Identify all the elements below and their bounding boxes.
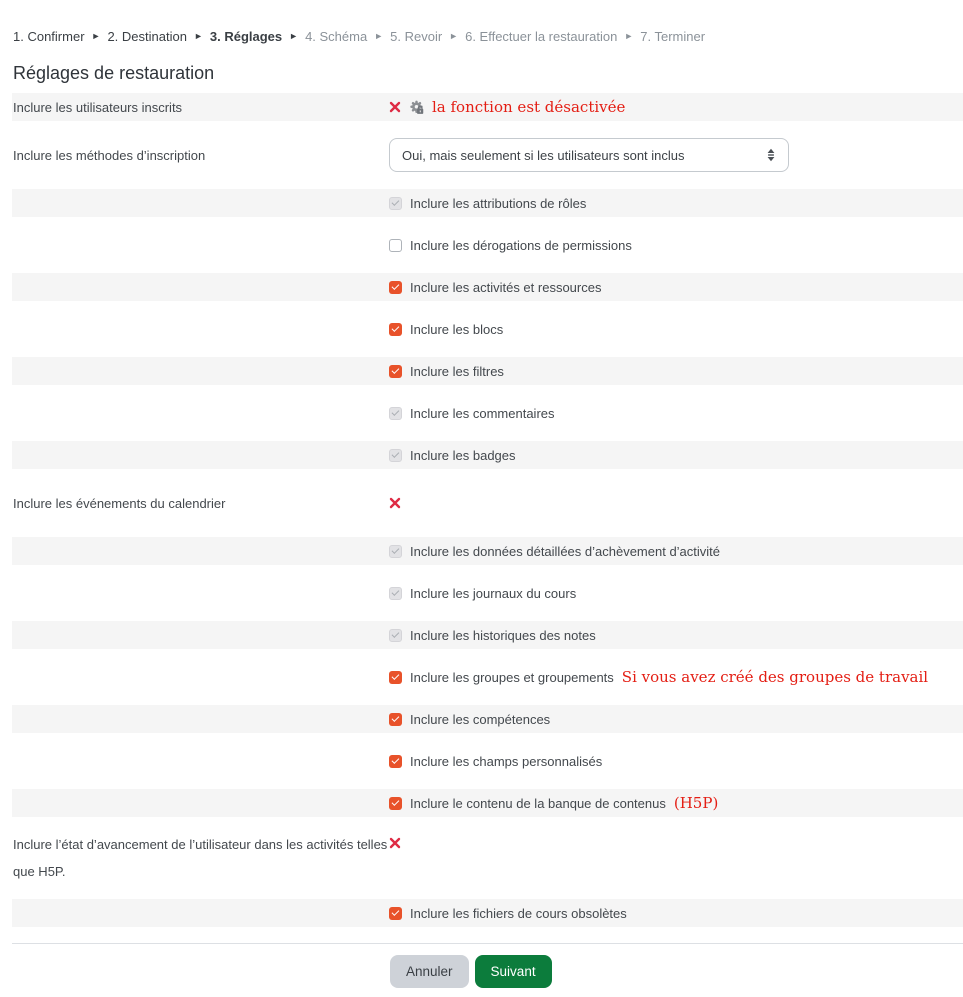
row-label: Inclure les méthodes d’inscription (13, 147, 206, 163)
checkbox-label: Inclure les données détaillées d’achèvement d’activité (410, 543, 721, 559)
arrow-separator-icon: ► (193, 31, 203, 41)
cancel-button[interactable]: Annuler (390, 955, 469, 988)
step-review: 5. Revoir (390, 29, 443, 44)
row-grade-histories (12, 621, 963, 649)
row-comments (12, 399, 963, 427)
checkbox-label: Inclure les historiques des notes (410, 627, 596, 643)
annotation-note: la fonction est désactivée (432, 98, 626, 116)
row-enrolment-methods (12, 138, 963, 172)
arrow-separator-icon: ► (624, 31, 634, 41)
checkbox-role-assignments (389, 197, 402, 210)
restore-settings-form (0, 86, 963, 934)
checkbox-label: Inclure les compétences (410, 711, 551, 727)
checkbox-content-bank[interactable] (389, 797, 402, 810)
row-activities-resources (12, 273, 963, 301)
checkbox-legacy-files[interactable] (389, 907, 402, 920)
arrow-separator-icon: ► (91, 31, 101, 41)
checkbox-completion-details (389, 545, 402, 558)
row-permission-overrides (12, 231, 963, 259)
step-schema: 4. Schéma (305, 29, 368, 44)
row-include-enrolled-users (12, 93, 963, 121)
checkbox-permission-overrides[interactable] (389, 239, 402, 252)
checkbox-comments (389, 407, 402, 420)
breadcrumb (13, 29, 963, 44)
row-label: Inclure les utilisateurs inscrits (13, 99, 183, 115)
annotation-note: Si vous avez créé des groupes de travail (621, 668, 929, 686)
checkbox-course-logs (389, 587, 402, 600)
row-h5p-user-state (12, 831, 963, 885)
arrow-separator-icon: ► (449, 31, 459, 41)
enrolment-methods-select[interactable] (389, 138, 789, 172)
row-legacy-files (12, 899, 963, 927)
checkbox-grade-histories (389, 629, 402, 642)
checkbox-label: Inclure les badges (410, 447, 516, 463)
checkbox-label: Inclure les commentaires (410, 405, 555, 421)
step-complete: 7. Terminer (640, 29, 706, 44)
checkbox-badges (389, 449, 402, 462)
cross-icon (389, 497, 401, 509)
checkbox-groups-groupings[interactable] (389, 671, 402, 684)
row-course-logs (12, 579, 963, 607)
next-button[interactable]: Suivant (475, 955, 552, 988)
row-custom-fields (12, 747, 963, 775)
row-filters (12, 357, 963, 385)
checkbox-label: Inclure les fichiers de cours obsolètes (410, 905, 627, 921)
checkbox-label: Inclure les filtres (410, 363, 504, 379)
row-competencies (12, 705, 963, 733)
checkbox-label: Inclure les journaux du cours (410, 585, 577, 601)
row-calendar-events (12, 483, 963, 523)
checkbox-label: Inclure les blocs (410, 321, 504, 337)
checkbox-label: Inclure les groupes et groupements (410, 669, 614, 685)
checkbox-label: Inclure les activités et ressources (410, 279, 602, 295)
cross-icon (389, 837, 401, 849)
row-content-bank (12, 789, 963, 817)
annotation-note: (H5P) (673, 794, 719, 812)
checkbox-custom-fields[interactable] (389, 755, 402, 768)
arrow-separator-icon: ► (289, 31, 299, 41)
checkbox-blocks[interactable] (389, 323, 402, 336)
cross-icon (389, 101, 401, 113)
checkbox-competencies[interactable] (389, 713, 402, 726)
checkbox-label: Inclure les dérogations de permissions (410, 237, 632, 253)
row-completion-details (12, 537, 963, 565)
row-role-assignments (12, 189, 963, 217)
form-actions (12, 943, 963, 988)
row-blocks (12, 315, 963, 343)
row-label: Inclure les événements du calendrier (13, 495, 226, 511)
select-updown-icon (766, 148, 776, 162)
step-settings: 3. Réglages (209, 29, 283, 44)
checkbox-filters[interactable] (389, 365, 402, 378)
arrow-separator-icon: ► (374, 31, 384, 41)
page-title: Réglages de restauration (13, 63, 215, 83)
select-value: Oui, mais seulement si les utilisateurs sont inclus (402, 147, 685, 163)
checkbox-label: Inclure les attributions de rôles (410, 195, 587, 211)
step-destination: 2. Destination (107, 29, 187, 44)
row-badges (12, 441, 963, 469)
checkbox-activities-resources[interactable] (389, 281, 402, 294)
row-label: Inclure l’état d’avancement de l’utilisateur dans les activités telles que H5P. (13, 837, 388, 879)
gear-lock-icon (409, 100, 424, 115)
row-groups-groupings (12, 663, 963, 691)
step-process: 6. Effectuer la restauration (465, 29, 618, 44)
step-confirm: 1. Confirmer (13, 29, 85, 44)
checkbox-label: Inclure le contenu de la banque de contenus (410, 795, 666, 811)
checkbox-label: Inclure les champs personnalisés (410, 753, 603, 769)
